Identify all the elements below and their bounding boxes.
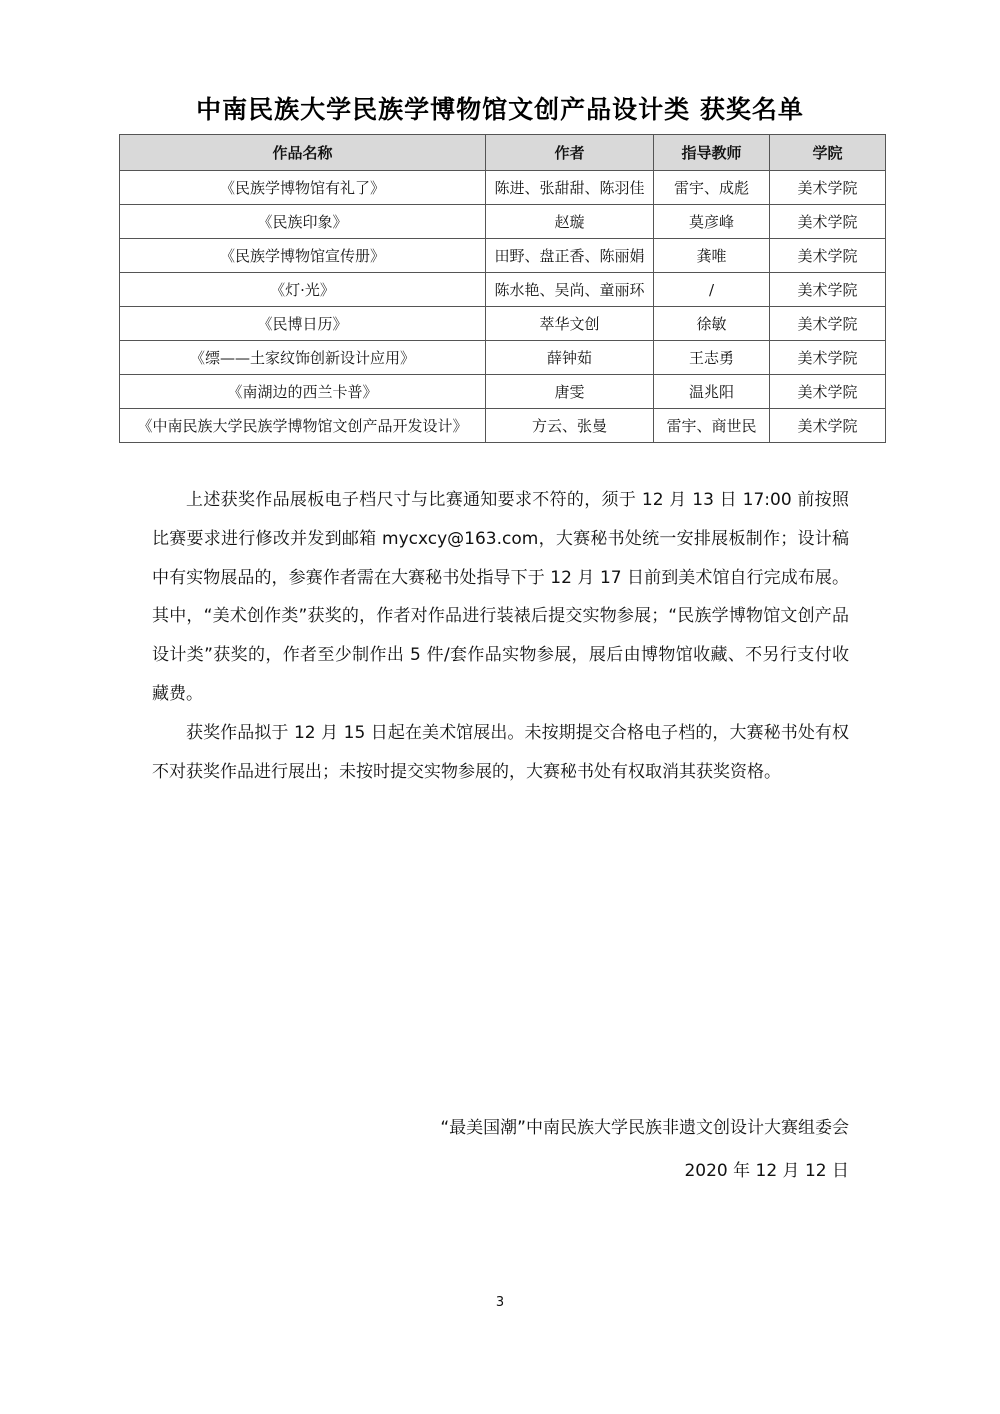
cell-instructor: 王志勇: [654, 341, 770, 375]
cell-work-name: 《民族学博物馆宣传册》: [120, 239, 486, 273]
cell-instructor: 徐敏: [654, 307, 770, 341]
cell-school: 美术学院: [770, 341, 886, 375]
table-header-row: [120, 135, 886, 171]
cell-instructor: 雷宇、成彪: [654, 171, 770, 205]
cell-school: 美术学院: [770, 171, 886, 205]
signature-organization: “最美国潮”中南民族大学民族非遗文创设计大赛组委会: [440, 1118, 849, 1138]
table-row: [120, 307, 886, 341]
awards-table: [119, 134, 886, 443]
cell-author: 薛钟茹: [486, 341, 654, 375]
cell-author: 陈水艳、吴尚、童丽环: [486, 273, 654, 307]
table-row: [120, 341, 886, 375]
header-school: 学院: [770, 135, 886, 171]
table-row: [120, 171, 886, 205]
table-row: [120, 375, 886, 409]
table-row: [120, 409, 886, 443]
cell-instructor: 莫彦峰: [654, 205, 770, 239]
cell-instructor: /: [654, 273, 770, 307]
header-author: 作者: [486, 135, 654, 171]
cell-author: 方云、张曼: [486, 409, 654, 443]
paragraph-exhibition-notice: 获奖作品拟于 12 月 15 日起在美术馆展出。未按期提交合格电子档的，大赛秘书处有权不对获奖作品进行展出；未按时提交实物参展的，大赛秘书处有权取消其获奖资格。: [152, 722, 849, 782]
table-row: [120, 239, 886, 273]
cell-work-name: 《缥——土家纹饰创新设计应用》: [120, 341, 486, 375]
cell-work-name: 《民族印象》: [120, 205, 486, 239]
cell-work-name: 《中南民族大学民族学博物馆文创产品开发设计》: [120, 409, 486, 443]
table-row: [120, 273, 886, 307]
signature-date: 2020 年 12 月 12 日: [684, 1161, 849, 1181]
body-text: [152, 481, 849, 791]
cell-author: 萃华文创: [486, 307, 654, 341]
cell-work-name: 《灯·光》: [120, 273, 486, 307]
cell-instructor: 温兆阳: [654, 375, 770, 409]
cell-work-name: 《民族学博物馆有礼了》: [120, 171, 486, 205]
cell-author: 赵璇: [486, 205, 654, 239]
cell-school: 美术学院: [770, 273, 886, 307]
cell-school: 美术学院: [770, 409, 886, 443]
cell-instructor: 龚唯: [654, 239, 770, 273]
page-number: 3: [495, 1295, 505, 1310]
paragraph-submission-requirements: 上述获奖作品展板电子档尺寸与比赛通知要求不符的，须于 12 月 13 日 17:00 前按照比赛要求进行修改并发到邮箱 mycxcy@163.com，大赛秘书处统一安排展板制作；设计稿中有实物展品的，参赛作者需在大赛秘书处指导下于 12 月 17 日前到美术馆自行完成布展。其中，“美术创作类”获奖的，作者对作品进行装裱后提交实物参展；“民族学博物馆文创产品设计类”获奖的，作者至少制作出 5 件/套作品实物参展，展后由博物馆收藏、不另行支付收藏费。: [152, 490, 849, 704]
cell-school: 美术学院: [770, 375, 886, 409]
cell-author: 唐雯: [486, 375, 654, 409]
cell-author: 陈进、张甜甜、陈羽佳: [486, 171, 654, 205]
document-title: 中南民族大学民族学博物馆文创产品设计类 获奖名单: [196, 95, 804, 124]
cell-instructor: 雷宇、商世民: [654, 409, 770, 443]
header-work-name: 作品名称: [120, 135, 486, 171]
cell-school: 美术学院: [770, 205, 886, 239]
cell-school: 美术学院: [770, 307, 886, 341]
cell-author: 田野、盘正香、陈丽娟: [486, 239, 654, 273]
cell-work-name: 《南湖边的西兰卡普》: [120, 375, 486, 409]
cell-school: 美术学院: [770, 239, 886, 273]
cell-work-name: 《民博日历》: [120, 307, 486, 341]
table-row: [120, 205, 886, 239]
header-instructor: 指导教师: [654, 135, 770, 171]
